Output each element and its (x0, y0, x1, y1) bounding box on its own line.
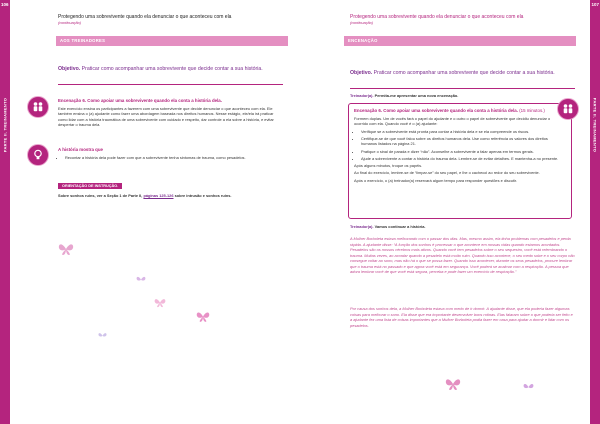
story-paragraph-2: Por causa dos sonhos dela, a Mulher Borboleta estava com medo de ir dormir. A ajudante disse, que ela poderia fazer algumas coisas para melhorar o sono. Ela disse que era importante desenvolver bons rotinas. Elas falaram sobre o que poderia ser feito e a ajudante fez uma lista de coisas importantes que a Mulher Borboleta podia fazer em casa para ajudar a dormir e lidar com os pesadelos. (350, 306, 573, 328)
roleplay-box-time: (15 minutos.) (519, 108, 545, 113)
right-objective-text: Praticar como acompanhar uma sobrevivente que decide contar a sua história. (373, 70, 555, 76)
roleplay-box-final: Após o exercício, o (a) treinador(a) reservará algum tempo para responder questões e discutir. (354, 177, 518, 183)
roleplay-bullet: • Certifique-se de que você falou sobre os direitos humanos dela. Use como referência os valores dos direitos humanos listados na página 21. (361, 136, 564, 147)
roleplay-box-end: Ao final do exercício, lembre-se de “limpar-se” do seu papel, e lhe o cachecol ao redor do seu sobrevivente. (354, 170, 540, 176)
roleplay-box-content (354, 108, 564, 186)
lightbulb-icon (31, 148, 45, 162)
right-page-number: 107 (591, 2, 599, 7)
roleplay-bullet: • Pratique o sinal de parada e dizer “não”. Aconselhe a sobrevivente a falar apenas em termos gerais. (361, 149, 564, 155)
left-page-number: 106 (1, 2, 9, 7)
story-bullet: • Recontar a história dela pode fazer com que a sobrevivente tenha sintomas de trauma, como pesadelos. (65, 155, 280, 161)
story-bullet-list (58, 155, 280, 161)
left-section-body: Este exercício ensina os participantes a fazerem com uma sobrevivente que decide denunciar o que aconteceu com ela. Ele também ensina o (a) ajudante como fazer uma abordagem baseada nos direitos humanos. Nesse estágio, ele/ela irá praticar como lidar com a história traumática de uma sobrevivente com cuidado e respeito, dar controle a ela sobre a história, e evitar despertar o trauma dela. (58, 105, 274, 128)
orientation-tag: ORIENTAÇÃO DE INSTRUÇÃO. (58, 183, 122, 189)
left-section (58, 98, 280, 130)
left-section-title: Encenação 6. Como apoiar uma sobrevivente quando ela conta a história dela. (58, 98, 222, 103)
butterfly-icon (523, 383, 534, 392)
story-paragraph-1: A Mulher Borboleta estava melhorando com o passar dos dias. Mas, mesmo assim, ela tinha problemas com pesadelos e perda rápida. A ajudante disse: “A função dos sonhos é processar o que acontece em nossas vidas quando estamos acordados. Pesadelos são os nossos cérebros mais ativos. Quando você tem pesadelos sobre o seu sequestro, você está relembrando o trauma. Muitas vezes, ao acordar quando a pesadelo está muito ruim. Quando isso acontece, o seu medo sobe e o seu corpo não consegue voltar ao sono, mas não há o que se possa fazer. Quando isso acontecer, durante os seus pesadelos, procure lembrar que o trauma está no passado e que agora você está em segurança. Você poderá se acalmar com a respiração. A pessoa que adora lembrar você de que você está segura, perceba e pode fazer um exercício de respiração.” (350, 236, 575, 274)
right-side-label-text: PARTE II. TREINAMENTO (592, 97, 598, 153)
left-objective-text: Praticar como acompanhar uma sobrevivente que decide contar a sua história. (81, 66, 263, 72)
butterfly-icon (154, 298, 166, 308)
butterfly-icon (445, 378, 461, 391)
continue-label: Treinador(a). (350, 224, 374, 229)
trainer-intro (350, 93, 572, 99)
right-side-label (590, 70, 600, 180)
people-icon (561, 102, 575, 116)
note-badge (27, 144, 49, 166)
continue-story (350, 224, 572, 230)
roleplay-box-title (354, 108, 564, 114)
right-side-tab (590, 0, 600, 424)
roleplay-bullet: • Verifique se a sobrevivente está pronta para contar a história dela e se ela compreende os riscos. (361, 129, 564, 135)
left-side-tab (0, 0, 10, 424)
left-side-label-text: PARTE II. TREINAMENTO (2, 97, 8, 153)
left-band: AOS TREINADORES (56, 36, 288, 46)
orientation-text-b: sobre intrusão e sonhos ruins. (174, 193, 232, 198)
trainer-intro-label: Treinador(a). (350, 93, 374, 98)
roleplay-box-intro: Formem duplas. Um de vocês fará o papel do ajudante e o outro o papel de sobrevivente que decidiu denunciar o ocorrido com ela. Quando você é o (a) ajudante: (354, 115, 551, 127)
people-icon (31, 100, 45, 114)
left-story-shows (58, 147, 280, 162)
orientation-text-a: Sobre sonhos ruins, ver a Seção 1 de Parte II, (58, 193, 143, 198)
roleplay-badge (557, 98, 579, 120)
left-objective-label: Objetivo. (58, 66, 81, 72)
right-objective-rule (350, 88, 575, 89)
orientation-link[interactable]: páginas 125-126 (143, 193, 174, 198)
butterfly-icon (196, 311, 210, 323)
right-page (300, 0, 600, 424)
roleplay-bullet: • Ajude a sobrevivente a contar a história do trauma dela. Lembre-se de evitar detalhes. E mantenha-a no presente. (361, 156, 564, 162)
right-header-subtitle: (continuação) (350, 21, 374, 25)
continue-text: Vamos continuar a história. (374, 224, 426, 229)
roleplay-box (348, 103, 572, 219)
left-side-label (0, 70, 10, 180)
right-band: ENCENAÇÃO (344, 36, 576, 46)
left-header-subtitle: (continuação) (58, 21, 82, 25)
right-objective (350, 70, 570, 77)
right-header-title: Protegendo uma sobrevivente quando ela denunciar o que aconteceu com ela (350, 14, 524, 20)
roleplay-box-after: Após alguns minutos, troque os papéis. (354, 162, 423, 168)
orientation-text (58, 193, 280, 199)
left-objective (58, 66, 278, 73)
butterfly-icon (136, 276, 146, 284)
trainer-intro-text: Permita-me apresentar uma nova encenação. (374, 93, 459, 98)
butterfly-icon (58, 243, 74, 256)
left-header-title: Protegendo uma sobrevivente quando ela denunciar o que aconteceu com ela (58, 14, 232, 20)
roleplay-box-bullets (354, 129, 564, 161)
butterfly-icon (98, 332, 107, 340)
right-objective-label: Objetivo. (350, 70, 373, 76)
roleplay-box-title-text: Encenação 6. Como apoiar uma sobrevivente quando ela conta a história dela. (354, 108, 518, 113)
left-objective-rule (58, 84, 283, 85)
group-discussion-badge (27, 96, 49, 118)
story-heading: A história mostra que (58, 147, 103, 152)
